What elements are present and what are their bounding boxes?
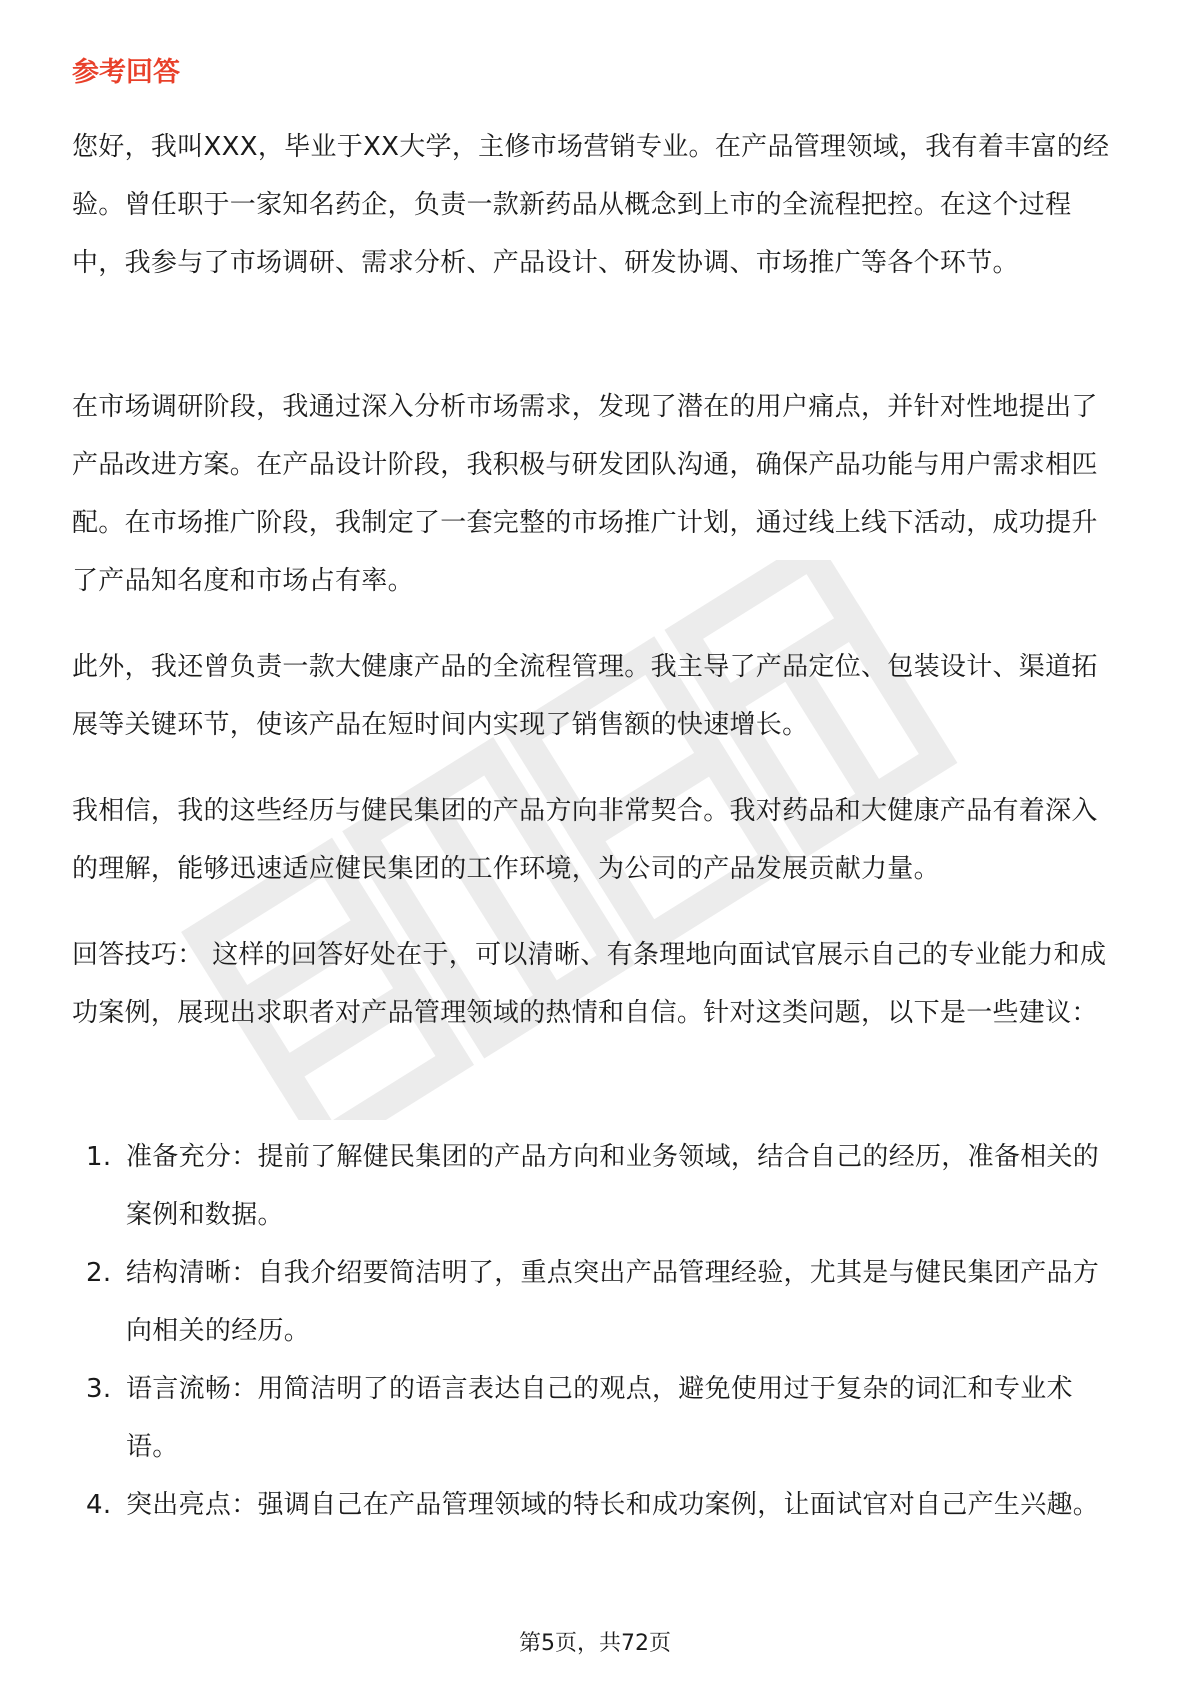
list-item-text: 结构清晰：自我介绍要简洁明了，重点突出产品管理经验，尤其是与健民集团产品方向相关的经历。 [126,1258,1100,1346]
list-item-text: 突出亮点：强调自己在产品管理领域的特长和成功案例，让面试官对自己产生兴趣。 [126,1490,1100,1520]
answer-paragraph-1: 您好，我叫XXX，毕业于XX大学，主修市场营销专业。在产品管理领域，我有着丰富的经验。曾任职于一家知名药企，负责一款新药品从概念到上市的全流程把控。在这个过程中，我参与了市场调研、需求分析、产品设计、研发协调、市场推广等各个环节。 [72,132,1110,278]
answer-paragraph-3: 此外，我还曾负责一款大健康产品的全流程管理。我主导了产品定位、包装设计、渠道拓展等关键环节，使该产品在短时间内实现了销售额的快速增长。 [72,652,1098,740]
list-item-number: 1. [86,1142,112,1172]
list-item-number: 4. [86,1490,112,1520]
page-number-footer: 第5页，共72页 [519,1631,671,1656]
list-item-number: 2. [86,1258,112,1288]
list-item [72,1244,1122,1360]
tips-intro-paragraph: 回答技巧： 这样的回答好处在于，可以清晰、有条理地向面试官展示自己的专业能力和成功案例，展现出求职者对产品管理领域的热情和自信。针对这类问题，以下是一些建议： [72,940,1107,1028]
list-item-text: 语言流畅：用简洁明了的语言表达自己的观点，避免使用过于复杂的词汇和专业术语。 [126,1374,1073,1462]
list-item-number: 3. [86,1374,112,1404]
list-item [72,1360,1122,1476]
list-item [72,1476,1122,1534]
tips-list [72,1128,1122,1534]
section-title: 参考回答 [72,57,180,88]
list-item [72,1128,1122,1244]
list-item-text: 准备充分：提前了解健民集团的产品方向和业务领域，结合自己的经历，准备相关的案例和数据。 [126,1142,1100,1230]
answer-paragraph-4: 我相信，我的这些经历与健民集团的产品方向非常契合。我对药品和大健康产品有着深入的理解，能够迅速适应健民集团的工作环境，为公司的产品发展贡献力量。 [72,796,1098,884]
answer-paragraph-2: 在市场调研阶段，我通过深入分析市场需求，发现了潜在的用户痛点，并针对性地提出了产品改进方案。在产品设计阶段，我积极与研发团队沟通，确保产品功能与用户需求相匹配。在市场推广阶段，我制定了一套完整的市场推广计划，通过线上线下活动，成功提升了产品知名度和市场占有率。 [72,392,1098,596]
